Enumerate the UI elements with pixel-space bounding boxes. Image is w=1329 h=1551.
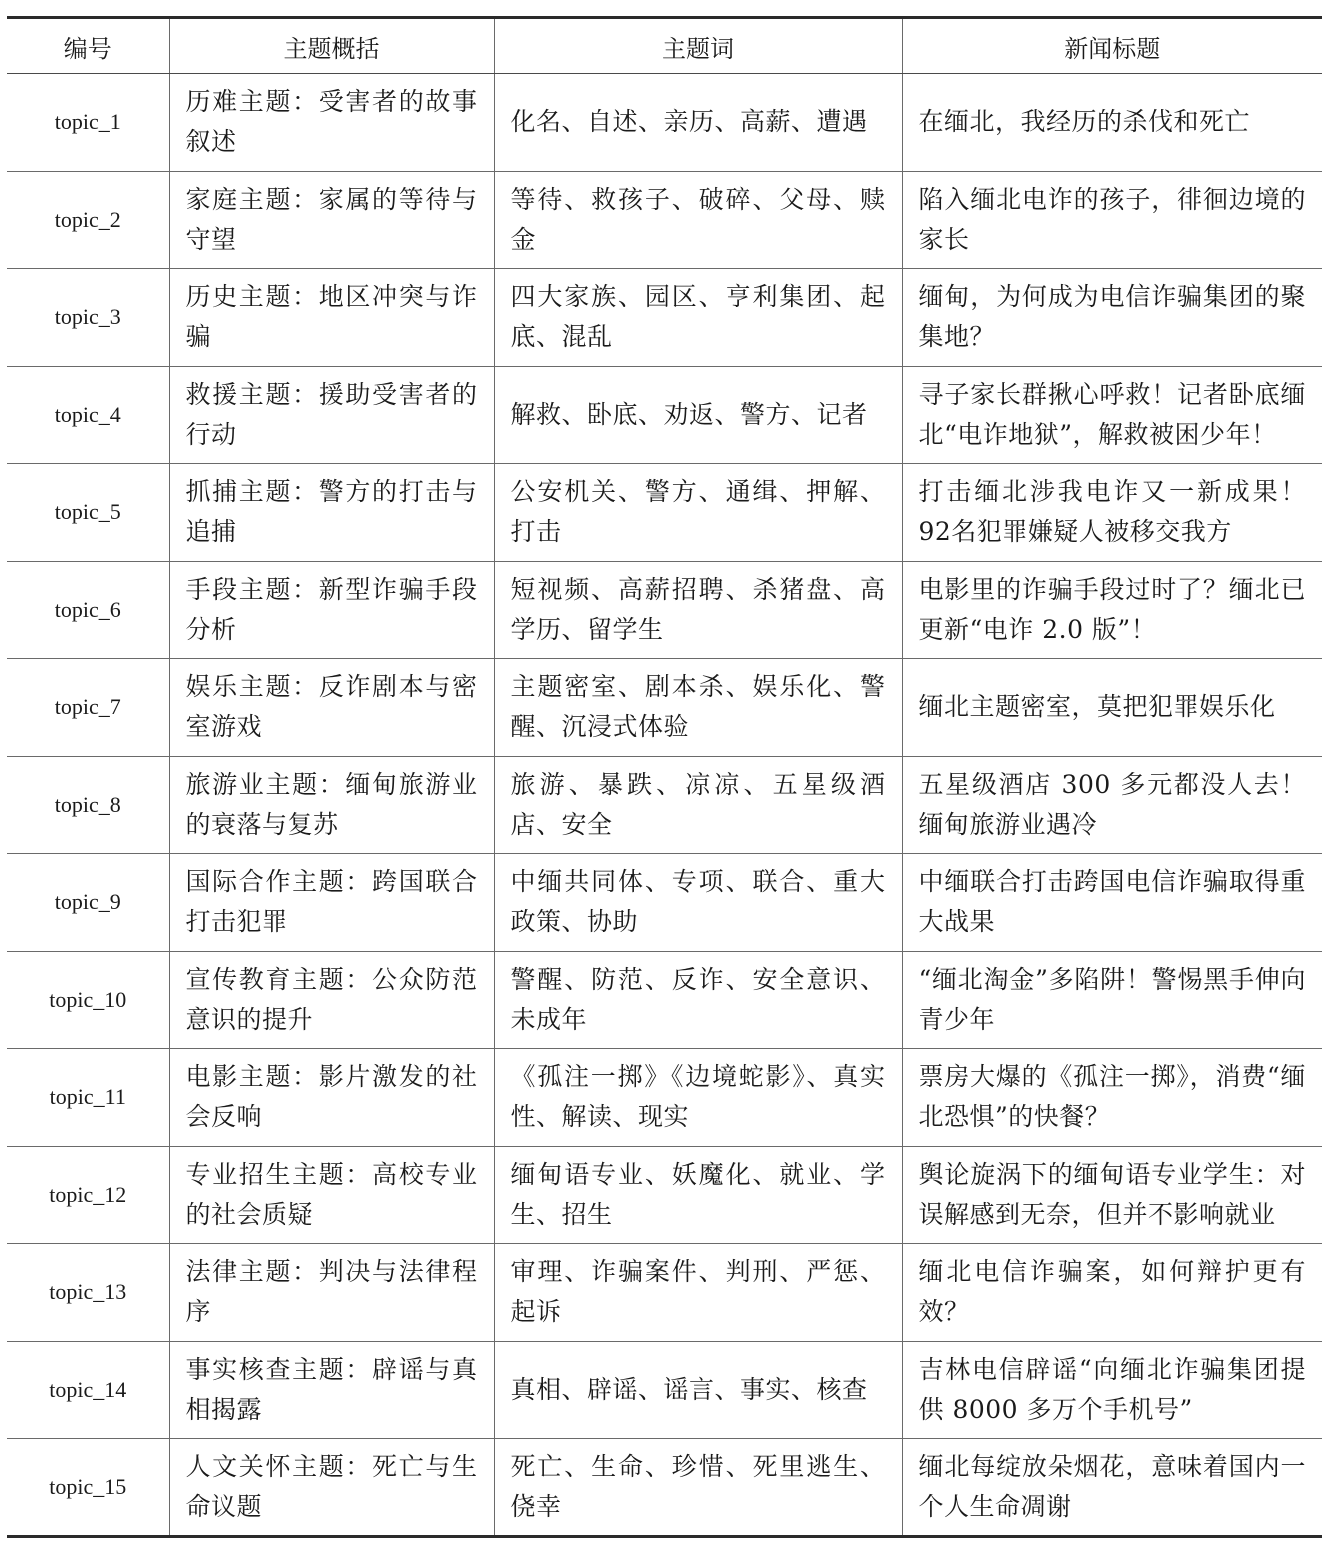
cell-topic-id: topic_2 bbox=[7, 171, 169, 269]
cell-topic-summary: 旅游业主题：缅甸旅游业的衰落与复苏 bbox=[169, 756, 494, 854]
table-body bbox=[7, 74, 1322, 1537]
table-header bbox=[7, 18, 1322, 74]
cell-topic-keywords: 公安机关、警方、通缉、押解、打击 bbox=[494, 464, 902, 562]
cell-topic-keywords: 短视频、高薪招聘、杀猪盘、高学历、留学生 bbox=[494, 561, 902, 659]
cell-topic-id: topic_15 bbox=[7, 1439, 169, 1537]
cell-topic-id: topic_10 bbox=[7, 951, 169, 1049]
header-keywords: 主题词 bbox=[494, 18, 902, 74]
cell-news-headline: 寻子家长群揪心呼救！记者卧底缅北“电诈地狱”，解救被困少年！ bbox=[902, 366, 1322, 464]
cell-topic-id: topic_13 bbox=[7, 1244, 169, 1342]
cell-topic-keywords: 《孤注一掷》《边境蛇影》、真实性、解读、现实 bbox=[494, 1049, 902, 1147]
cell-topic-summary: 抓捕主题：警方的打击与追捕 bbox=[169, 464, 494, 562]
cell-topic-keywords: 警醒、防范、反诈、安全意识、未成年 bbox=[494, 951, 902, 1049]
cell-topic-summary: 宣传教育主题：公众防范意识的提升 bbox=[169, 951, 494, 1049]
table-row bbox=[7, 659, 1322, 757]
table-row bbox=[7, 171, 1322, 269]
cell-topic-keywords: 等待、救孩子、破碎、父母、赎金 bbox=[494, 171, 902, 269]
header-summary: 主题概括 bbox=[169, 18, 494, 74]
cell-news-headline: “缅北淘金”多陷阱！警惕黑手伸向青少年 bbox=[902, 951, 1322, 1049]
table-row bbox=[7, 269, 1322, 367]
cell-topic-summary: 历难主题：受害者的故事叙述 bbox=[169, 74, 494, 172]
cell-news-headline: 中缅联合打击跨国电信诈骗取得重大战果 bbox=[902, 854, 1322, 952]
cell-topic-keywords: 中缅共同体、专项、联合、重大政策、协助 bbox=[494, 854, 902, 952]
cell-topic-keywords: 主题密室、剧本杀、娱乐化、警醒、沉浸式体验 bbox=[494, 659, 902, 757]
cell-news-headline: 在缅北，我经历的杀伐和死亡 bbox=[902, 74, 1322, 172]
cell-topic-summary: 国际合作主题：跨国联合打击犯罪 bbox=[169, 854, 494, 952]
cell-news-headline: 电影里的诈骗手段过时了？缅北已更新“电诈 2.0 版”！ bbox=[902, 561, 1322, 659]
cell-topic-id: topic_3 bbox=[7, 269, 169, 367]
table-row bbox=[7, 1244, 1322, 1342]
cell-topic-keywords: 解救、卧底、劝返、警方、记者 bbox=[494, 366, 902, 464]
cell-topic-summary: 专业招生主题：高校专业的社会质疑 bbox=[169, 1146, 494, 1244]
cell-topic-summary: 电影主题：影片激发的社会反响 bbox=[169, 1049, 494, 1147]
cell-topic-id: topic_4 bbox=[7, 366, 169, 464]
table-row bbox=[7, 1439, 1322, 1537]
cell-news-headline: 缅北电信诈骗案，如何辩护更有效？ bbox=[902, 1244, 1322, 1342]
cell-topic-keywords: 缅甸语专业、妖魔化、就业、学生、招生 bbox=[494, 1146, 902, 1244]
cell-topic-id: topic_5 bbox=[7, 464, 169, 562]
table-row bbox=[7, 756, 1322, 854]
table-row bbox=[7, 1146, 1322, 1244]
cell-topic-id: topic_1 bbox=[7, 74, 169, 172]
cell-topic-summary: 事实核查主题：辟谣与真相揭露 bbox=[169, 1341, 494, 1439]
topic-table bbox=[7, 16, 1322, 1538]
cell-topic-id: topic_7 bbox=[7, 659, 169, 757]
cell-topic-id: topic_6 bbox=[7, 561, 169, 659]
table-row bbox=[7, 1049, 1322, 1147]
header-row bbox=[7, 18, 1322, 74]
cell-topic-id: topic_9 bbox=[7, 854, 169, 952]
cell-topic-id: topic_11 bbox=[7, 1049, 169, 1147]
cell-news-headline: 打击缅北涉我电诈又一新成果！92名犯罪嫌疑人被移交我方 bbox=[902, 464, 1322, 562]
cell-topic-id: topic_14 bbox=[7, 1341, 169, 1439]
table-row bbox=[7, 1341, 1322, 1439]
cell-topic-summary: 手段主题：新型诈骗手段分析 bbox=[169, 561, 494, 659]
cell-topic-keywords: 四大家族、园区、亨利集团、起底、混乱 bbox=[494, 269, 902, 367]
cell-topic-id: topic_8 bbox=[7, 756, 169, 854]
cell-topic-keywords: 审理、诈骗案件、判刑、严惩、起诉 bbox=[494, 1244, 902, 1342]
cell-news-headline: 缅北每绽放朵烟花，意味着国内一个人生命凋谢 bbox=[902, 1439, 1322, 1537]
table-row bbox=[7, 366, 1322, 464]
table-row bbox=[7, 951, 1322, 1049]
header-id: 编号 bbox=[7, 18, 169, 74]
cell-topic-keywords: 旅游、暴跌、凉凉、五星级酒店、安全 bbox=[494, 756, 902, 854]
cell-topic-summary: 历史主题：地区冲突与诈骗 bbox=[169, 269, 494, 367]
topic-table-container bbox=[7, 16, 1322, 1538]
table-row bbox=[7, 464, 1322, 562]
cell-topic-summary: 人文关怀主题：死亡与生命议题 bbox=[169, 1439, 494, 1537]
cell-news-headline: 陷入缅北电诈的孩子，徘徊边境的家长 bbox=[902, 171, 1322, 269]
cell-topic-keywords: 死亡、生命、珍惜、死里逃生、侥幸 bbox=[494, 1439, 902, 1537]
table-row bbox=[7, 74, 1322, 172]
cell-news-headline: 吉林电信辟谣“向缅北诈骗集团提供 8000 多万个手机号” bbox=[902, 1341, 1322, 1439]
cell-topic-summary: 法律主题：判决与法律程序 bbox=[169, 1244, 494, 1342]
cell-topic-keywords: 真相、辟谣、谣言、事实、核查 bbox=[494, 1341, 902, 1439]
table-row bbox=[7, 854, 1322, 952]
cell-topic-keywords: 化名、自述、亲历、高薪、遭遇 bbox=[494, 74, 902, 172]
header-headline: 新闻标题 bbox=[902, 18, 1322, 74]
cell-topic-id: topic_12 bbox=[7, 1146, 169, 1244]
cell-topic-summary: 家庭主题：家属的等待与守望 bbox=[169, 171, 494, 269]
cell-news-headline: 缅甸，为何成为电信诈骗集团的聚集地？ bbox=[902, 269, 1322, 367]
cell-news-headline: 五星级酒店 300 多元都没人去！缅甸旅游业遇冷 bbox=[902, 756, 1322, 854]
cell-news-headline: 票房大爆的《孤注一掷》，消费“缅北恐惧”的快餐？ bbox=[902, 1049, 1322, 1147]
cell-topic-summary: 救援主题：援助受害者的行动 bbox=[169, 366, 494, 464]
cell-news-headline: 缅北主题密室，莫把犯罪娱乐化 bbox=[902, 659, 1322, 757]
table-row bbox=[7, 561, 1322, 659]
cell-topic-summary: 娱乐主题：反诈剧本与密室游戏 bbox=[169, 659, 494, 757]
cell-news-headline: 舆论旋涡下的缅甸语专业学生：对误解感到无奈，但并不影响就业 bbox=[902, 1146, 1322, 1244]
